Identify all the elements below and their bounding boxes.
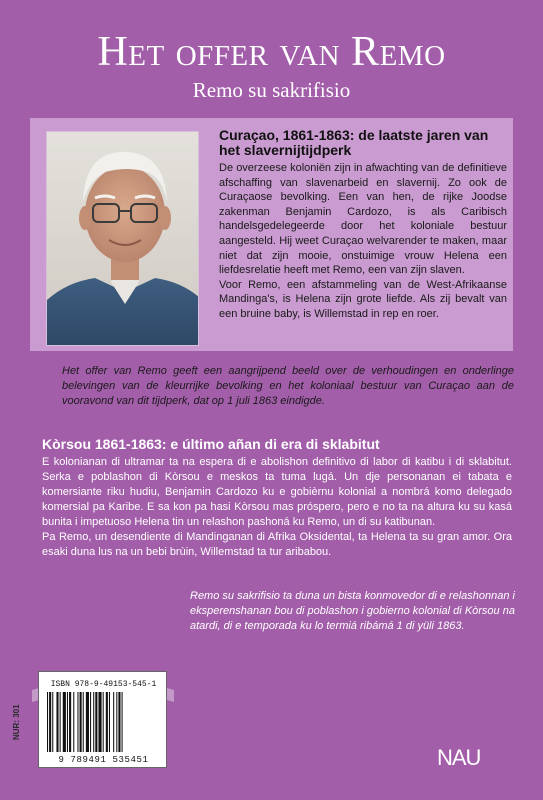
papiamentu-text [42, 455, 512, 560]
barcode-bar [103, 692, 104, 752]
barcode-bar [63, 692, 66, 752]
papiamentu-paragraph: E kolonianan di ultramar ta na espera di e abolishon definitivo di labor di katibu i di sklabitut. Serka e poblashon di Kòrsou e meskos ta tuma lugá. Un dje personanan ei tabata e komersiante riku hudiu, Benjamin Cardozo ku e gobièrnu kolonial a nombrá komo delegado komersial pa Karibe. E sa kon pa hasi Kòrsou mas próspero, pero e no ta na altura ku su kasá bunita i impetuoso Helena tin un relashon pashoná ku Remo, un di su katibunan. [42, 456, 512, 528]
barcode-bar [52, 692, 53, 752]
barcode-bar [90, 692, 91, 752]
barcode-digits: 9 789491 535451 [58, 755, 149, 765]
barcode-bar [93, 692, 94, 752]
bio-paragraph: Voor Remo, een afstammeling van de West-Afrikaanse Mandinga's, is Helena zijn grote liefde. Als zij bevalt van een bruine baby, is Willemstad in rep en roer. [219, 278, 507, 320]
nur-code: NUR: 301 [12, 704, 21, 740]
barcode-bar [56, 692, 58, 752]
barcode-bar [113, 692, 114, 752]
barcode-bar [95, 692, 97, 752]
barcode-bar [98, 692, 101, 752]
papiamentu-paragraph: Pa Remo, un desendiente di Mandinganan di Afrika Oksidental, ta Helena ta su gran amor. Ora esaki duna lus na un bebi brùin, Willemstad ta tur aribabou. [42, 531, 512, 558]
barcode-bar [77, 692, 78, 752]
barcode-bar [67, 692, 68, 752]
papiamentu-heading: Kòrsou 1861-1863: e último añan di era di sklabitut [42, 436, 380, 452]
barcode-bar [118, 692, 120, 752]
bio-text [219, 161, 507, 322]
bio-heading: Curaçao, 1861-1863: de laatste jaren van het slavernijtijdperk [219, 127, 489, 158]
isbn-label: ISBN 978-9-49153-545-1 [50, 680, 157, 689]
barcode-bar [109, 692, 110, 752]
barcode-bar [60, 692, 61, 752]
barcode [38, 671, 167, 768]
barcode-bar [69, 692, 71, 752]
barcode-bars [39, 692, 168, 756]
barcode-bar [49, 692, 51, 752]
barcode-bar [122, 692, 123, 752]
barcode-bar [116, 692, 117, 752]
publisher-logo: NAU [437, 745, 481, 770]
barcode-bar [80, 692, 82, 752]
barcode-bar [86, 692, 89, 752]
author-photo [46, 131, 199, 346]
barcode-bar [106, 692, 108, 752]
dutch-summary: Het offer van Remo geeft een aangrijpend beeld over de verhoudingen en onderlinge belevingen van de kleurrijke bevolking en het koloniaal bestuur van Curaçao aan de vooravond van dit tijdperk, dat op 1 juli 1863 eindigde. [62, 365, 514, 407]
barcode-bar [47, 692, 48, 752]
bio-paragraph: De overzeese koloniën zijn in afwachting van de definitieve afschaffing van slavenarbeid en slavernij. Zo ook de Curaçaose bevolking. Een van hen, de rijke Joodse zakenman Benjamin Cardozo, is als Caribisch handelsgedelegeerde door het koloniale bestuur aangesteld. Hij weet Curaçao welvarender te maken, maar niet dat zijn mooie, onstuimige vrouw Helena een liefdesrelatie heeft met Remo, een van zijn slaven. [219, 162, 507, 277]
book-title: Het offer van Remo [97, 29, 446, 75]
barcode-bar [83, 692, 84, 752]
barcode-bar [73, 692, 74, 752]
papiamentu-summary: Remo su sakrifisio ta duna un bista konmovedor di e relashonnan i eksperenshanan bou di poblashon i gobierno kolonial di Kòrsou na atardi, di e temporada ku lo termiá ribámá 1 di yüli 1863. [190, 590, 515, 632]
book-subtitle: Remo su sakrifisio [192, 78, 351, 102]
